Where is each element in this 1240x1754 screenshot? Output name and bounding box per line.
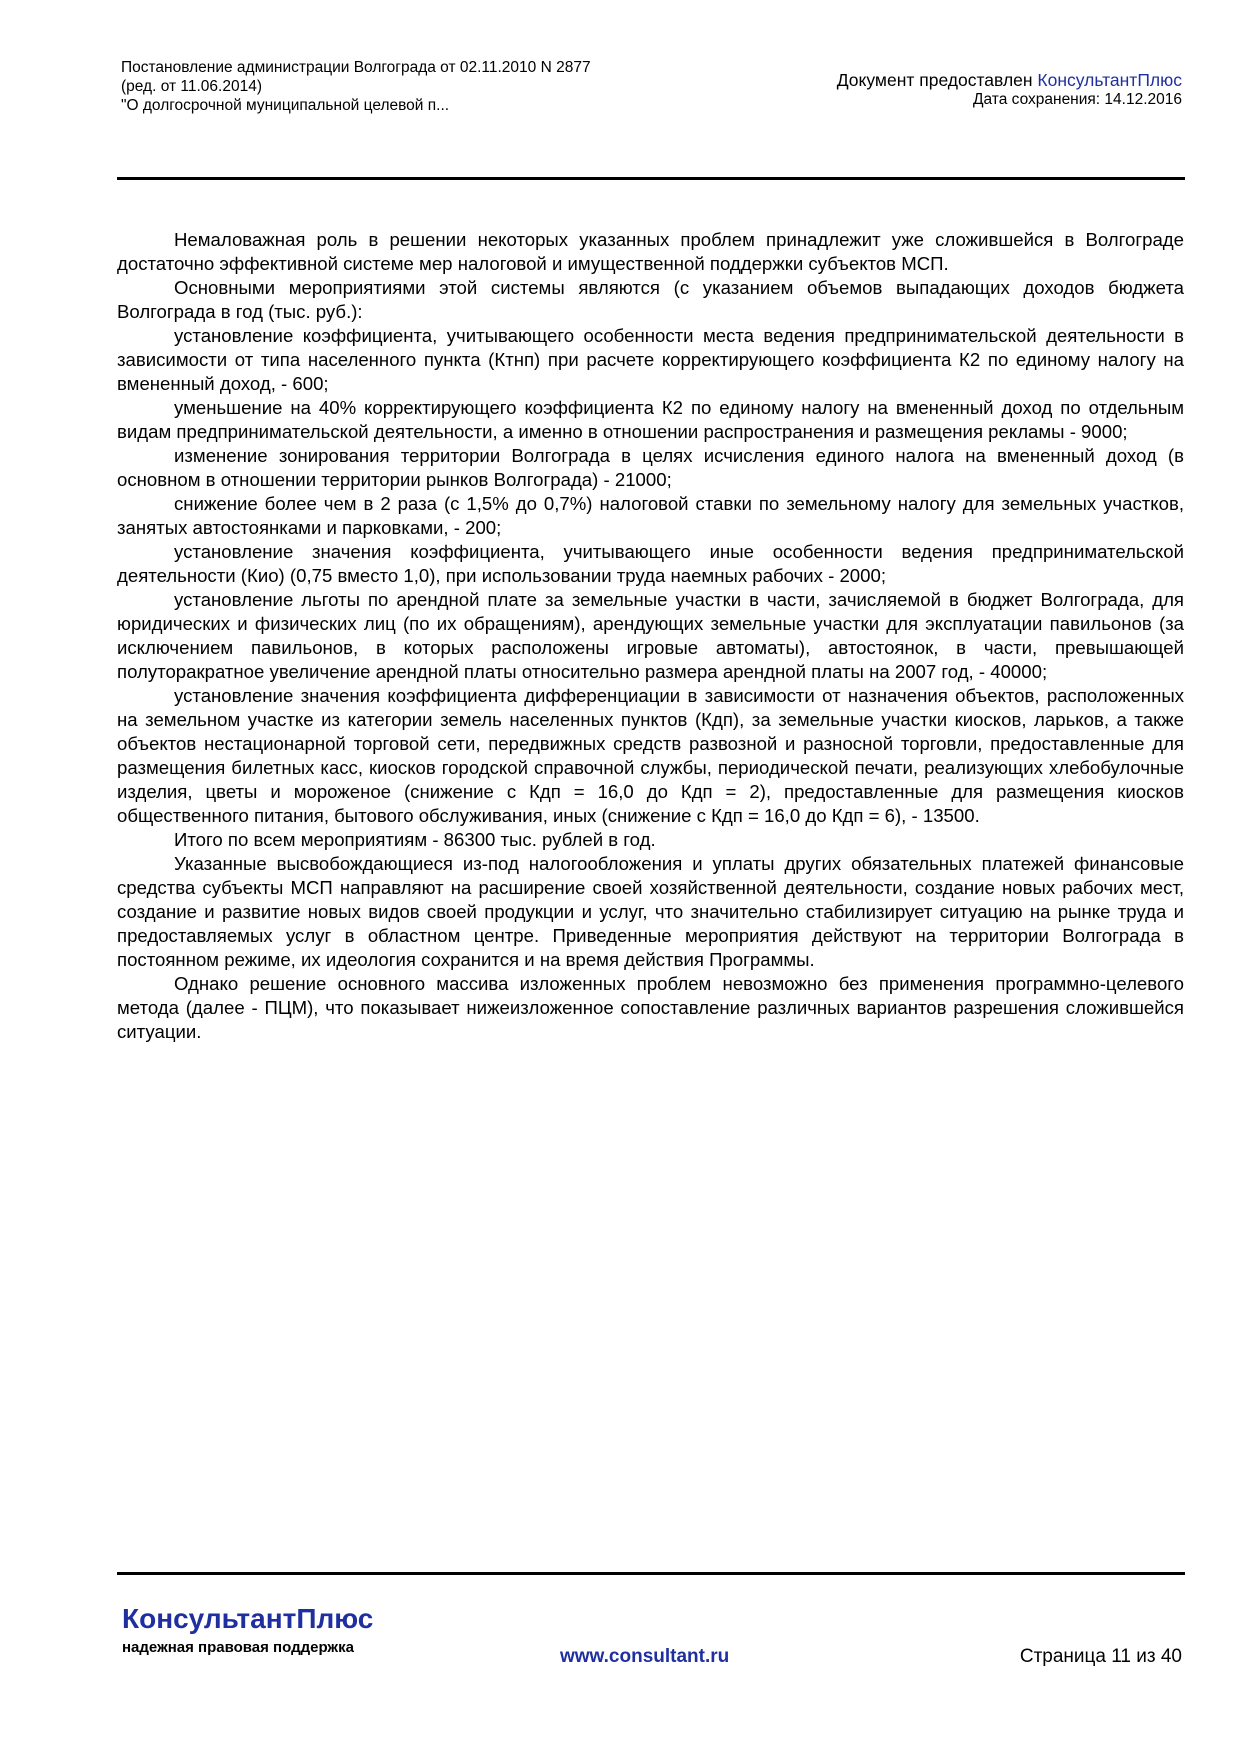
page-number: Страница 11 из 40 <box>1019 1646 1182 1667</box>
paragraph: уменьшение на 40% корректирующего коэффициента К2 по единому налогу на вмененный доход по отдельным видам предпринимательской деятельности, а именно в отношении распространения и размещения рекламы - 9000; <box>117 397 1184 442</box>
save-date: Дата сохранения: 14.12.2016 <box>973 91 1182 108</box>
document-title-line-2: (ред. от 11.06.2014) <box>121 78 262 95</box>
provided-by-prefix: Документ предоставлен <box>836 70 1038 90</box>
document-title-block <box>121 58 681 115</box>
paragraph: установление значения коэффициента дифференциации в зависимости от назначения объектов, расположенных на земельном участке из категории земель населенных пунктов (Кдп), за земельные участки киосков, ларьков, а также объектов нестационарной торговой сети, передвижных средств развозной и разносной торговли, предоставленные для размещения билетных касс, киосков городской справочной службы, периодической печати, реализующих хлебобулочные изделия, цветы и мороженое (снижение с Кдп = 16,0 до Кдп = 2), предоставленные для размещения киосков общественного питания, бытового обслуживания, иных (снижение с Кдп = 16,0 до Кдп = 6), - 13500. <box>117 685 1184 826</box>
provider-block <box>662 70 1182 110</box>
document-title-line-1: Постановление администрации Волгограда от 02.11.2010 N 2877 <box>121 59 591 76</box>
paragraph: Немаловажная роль в решении некоторых указанных проблем принадлежит уже сложившейся в Волгограде достаточно эффективной системе мер налоговой и имущественной поддержки субъектов МСП. <box>117 229 1184 274</box>
paragraph: снижение более чем в 2 раза (с 1,5% до 0,7%) налоговой ставки по земельному налогу для земельных участков, занятых автостоянками и парковками, - 200; <box>117 493 1184 538</box>
paragraph: Основными мероприятиями этой системы являются (с указанием объемов выпадающих доходов бюджета Волгограда в год (тыс. руб.): <box>117 277 1184 322</box>
footer-brand-name: КонсультантПлюс <box>122 1603 374 1634</box>
footer-website-link[interactable]: www.consultant.ru <box>560 1646 730 1667</box>
paragraph: Однако решение основного массива изложенных проблем невозможно без применения программно-целевого метода (далее - ПЦМ), что показывает нижеизложенное сопоставление различных вариантов разрешения сложившейся ситуации. <box>117 973 1184 1042</box>
footer-brand-logo <box>122 1603 373 1658</box>
provider-brand: КонсультантПлюс <box>1037 70 1182 90</box>
paragraph: установление коэффициента, учитывающего особенности места ведения предпринимательской деятельности в зависимости от типа населенного пункта (Ктнп) при расчете корректирующего коэффициента К2 по единому налогу на вмененный доход, - 600; <box>117 325 1184 394</box>
footer-brand-tagline: надежная правовая поддержка <box>122 1639 354 1656</box>
paragraph: установление льготы по арендной плате за земельные участки в части, зачисляемой в бюджет Волгограда, для юридических и физических лиц (по их обращениям), арендующих земельные участки для эксплуатации павильонов (за исключением павильонов, в которых расположены игровые автоматы), автостоянок, в части, превышающей полуторакратное увеличение арендной платы относительно размера арендной платы на 2007 год, - 40000; <box>117 589 1184 682</box>
paragraph: изменение зонирования территории Волгограда в целях исчисления единого налога на вмененный доход (в основном в отношении территории рынков Волгограда) - 21000; <box>117 445 1184 490</box>
document-body <box>117 228 1184 1044</box>
paragraph: Итого по всем мероприятиям - 86300 тыс. рублей в год. <box>174 829 656 850</box>
footer-divider <box>117 1572 1185 1575</box>
provided-by-line <box>662 70 1182 90</box>
header-divider <box>117 177 1185 180</box>
document-title-line-3: "О долгосрочной муниципальной целевой п... <box>121 97 450 114</box>
paragraph: установление значения коэффициента, учитывающего иные особенности ведения предпринимательской деятельности (Кио) (0,75 вместо 1,0), при использовании труда наемных рабочих - 2000; <box>117 541 1184 586</box>
paragraph: Указанные высвобождающиеся из-под налогообложения и уплаты других обязательных платежей финансовые средства субъекты МСП направляют на расширение своей хозяйственной деятельности, создание новых рабочих мест, создание и развитие новых видов своей продукции и услуг, что значительно стабилизирует ситуацию на рынке труда и предоставляемых услуг в областном центре. Приведенные мероприятия действуют на территории Волгограда в постоянном режиме, их идеология сохранится и на время действия Программы. <box>117 853 1184 970</box>
